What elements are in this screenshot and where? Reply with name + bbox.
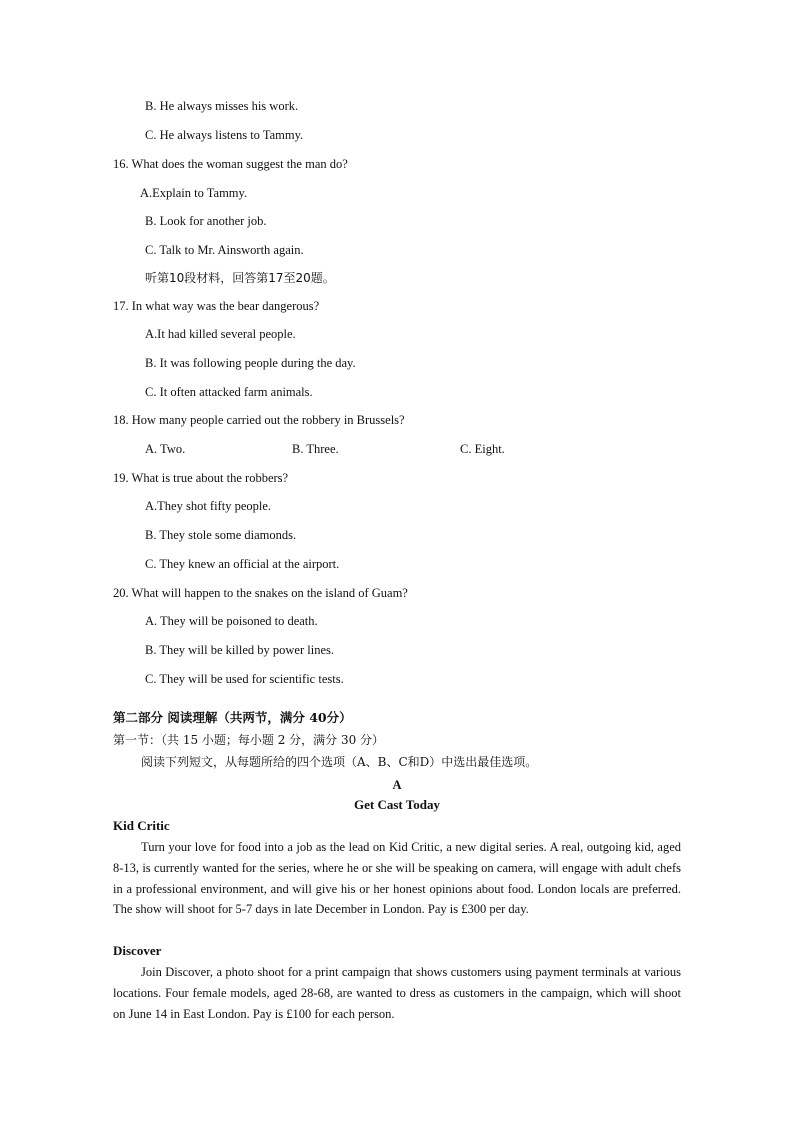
passage-letter: A (392, 778, 402, 792)
part2-heading: 第二部分 阅读理解（共两节，满分 40分） (113, 710, 352, 725)
q17-option-a: A.It had killed several people. (145, 327, 296, 341)
passage-title: Get Cast Today (354, 797, 440, 812)
section-heading-discover: Discover (113, 943, 162, 958)
q20-option-c: C. They will be used for scientific tests. (145, 672, 344, 686)
section-heading-kid-critic: Kid Critic (113, 818, 170, 833)
q18-option-b: B. Three. (292, 442, 339, 456)
q15-option-b: B. He always misses his work. (145, 99, 299, 113)
part2-section1: 第一节：（共 15 小题；每小题 2 分，满分 30 分） (113, 733, 385, 747)
q18-option-a: A. Two. (145, 442, 186, 456)
part2-instruction: 阅读下列短文，从每题所给的四个选项（A、B、C和D）中选出最佳选项。 (141, 755, 538, 769)
q16-option-a: A.Explain to Tammy. (140, 186, 248, 200)
q16-question: 16. What does the woman suggest the man do? (113, 157, 348, 171)
discover-body: Join Discover, a photo shoot for a print campaign that shows customers using payment terminals at various locations. Four female models, aged 28-68, are wanted to dress as customers in the campaign, which will shoot on June 14 in East London. Pay is £100 for each person. (113, 965, 681, 1021)
section-note: 听第10段材料，回答第17至20题。 (145, 271, 335, 285)
q16-option-b: B. Look for another job. (145, 214, 267, 228)
q17-question: 17. In what way was the bear dangerous? (113, 299, 320, 313)
q18-option-c: C. Eight. (460, 442, 505, 456)
q18-question: 18. How many people carried out the robbery in Brussels? (113, 413, 405, 427)
q19-option-a: A.They shot fifty people. (145, 499, 272, 513)
q17-option-c: C. It often attacked farm animals. (145, 385, 313, 399)
q17-option-b: B. It was following people during the day. (145, 356, 356, 370)
q20-question: 20. What will happen to the snakes on the island of Guam? (113, 586, 408, 600)
q19-question: 19. What is true about the robbers? (113, 471, 289, 485)
q20-option-b: B. They will be killed by power lines. (145, 643, 334, 657)
q20-option-a: A. They will be poisoned to death. (145, 614, 318, 628)
q19-option-c: C. They knew an official at the airport. (145, 557, 340, 571)
q19-option-b: B. They stole some diamonds. (145, 528, 297, 542)
q15-option-c: C. He always listens to Tammy. (145, 128, 304, 142)
q16-option-c: C. Talk to Mr. Ainsworth again. (145, 243, 304, 257)
kid-critic-body: Turn your love for food into a job as the lead on Kid Critic, a new digital series. A real, outgoing kid, aged 8-13, is currently wanted for the series, where he or she will be speaking on camera, will engage with adult chefs in a professional environment, and will give his or her honest opinions about food. London locals are preferred. The show will shoot for 5-7 days in late December in London. Pay is £300 per day. (113, 840, 681, 917)
